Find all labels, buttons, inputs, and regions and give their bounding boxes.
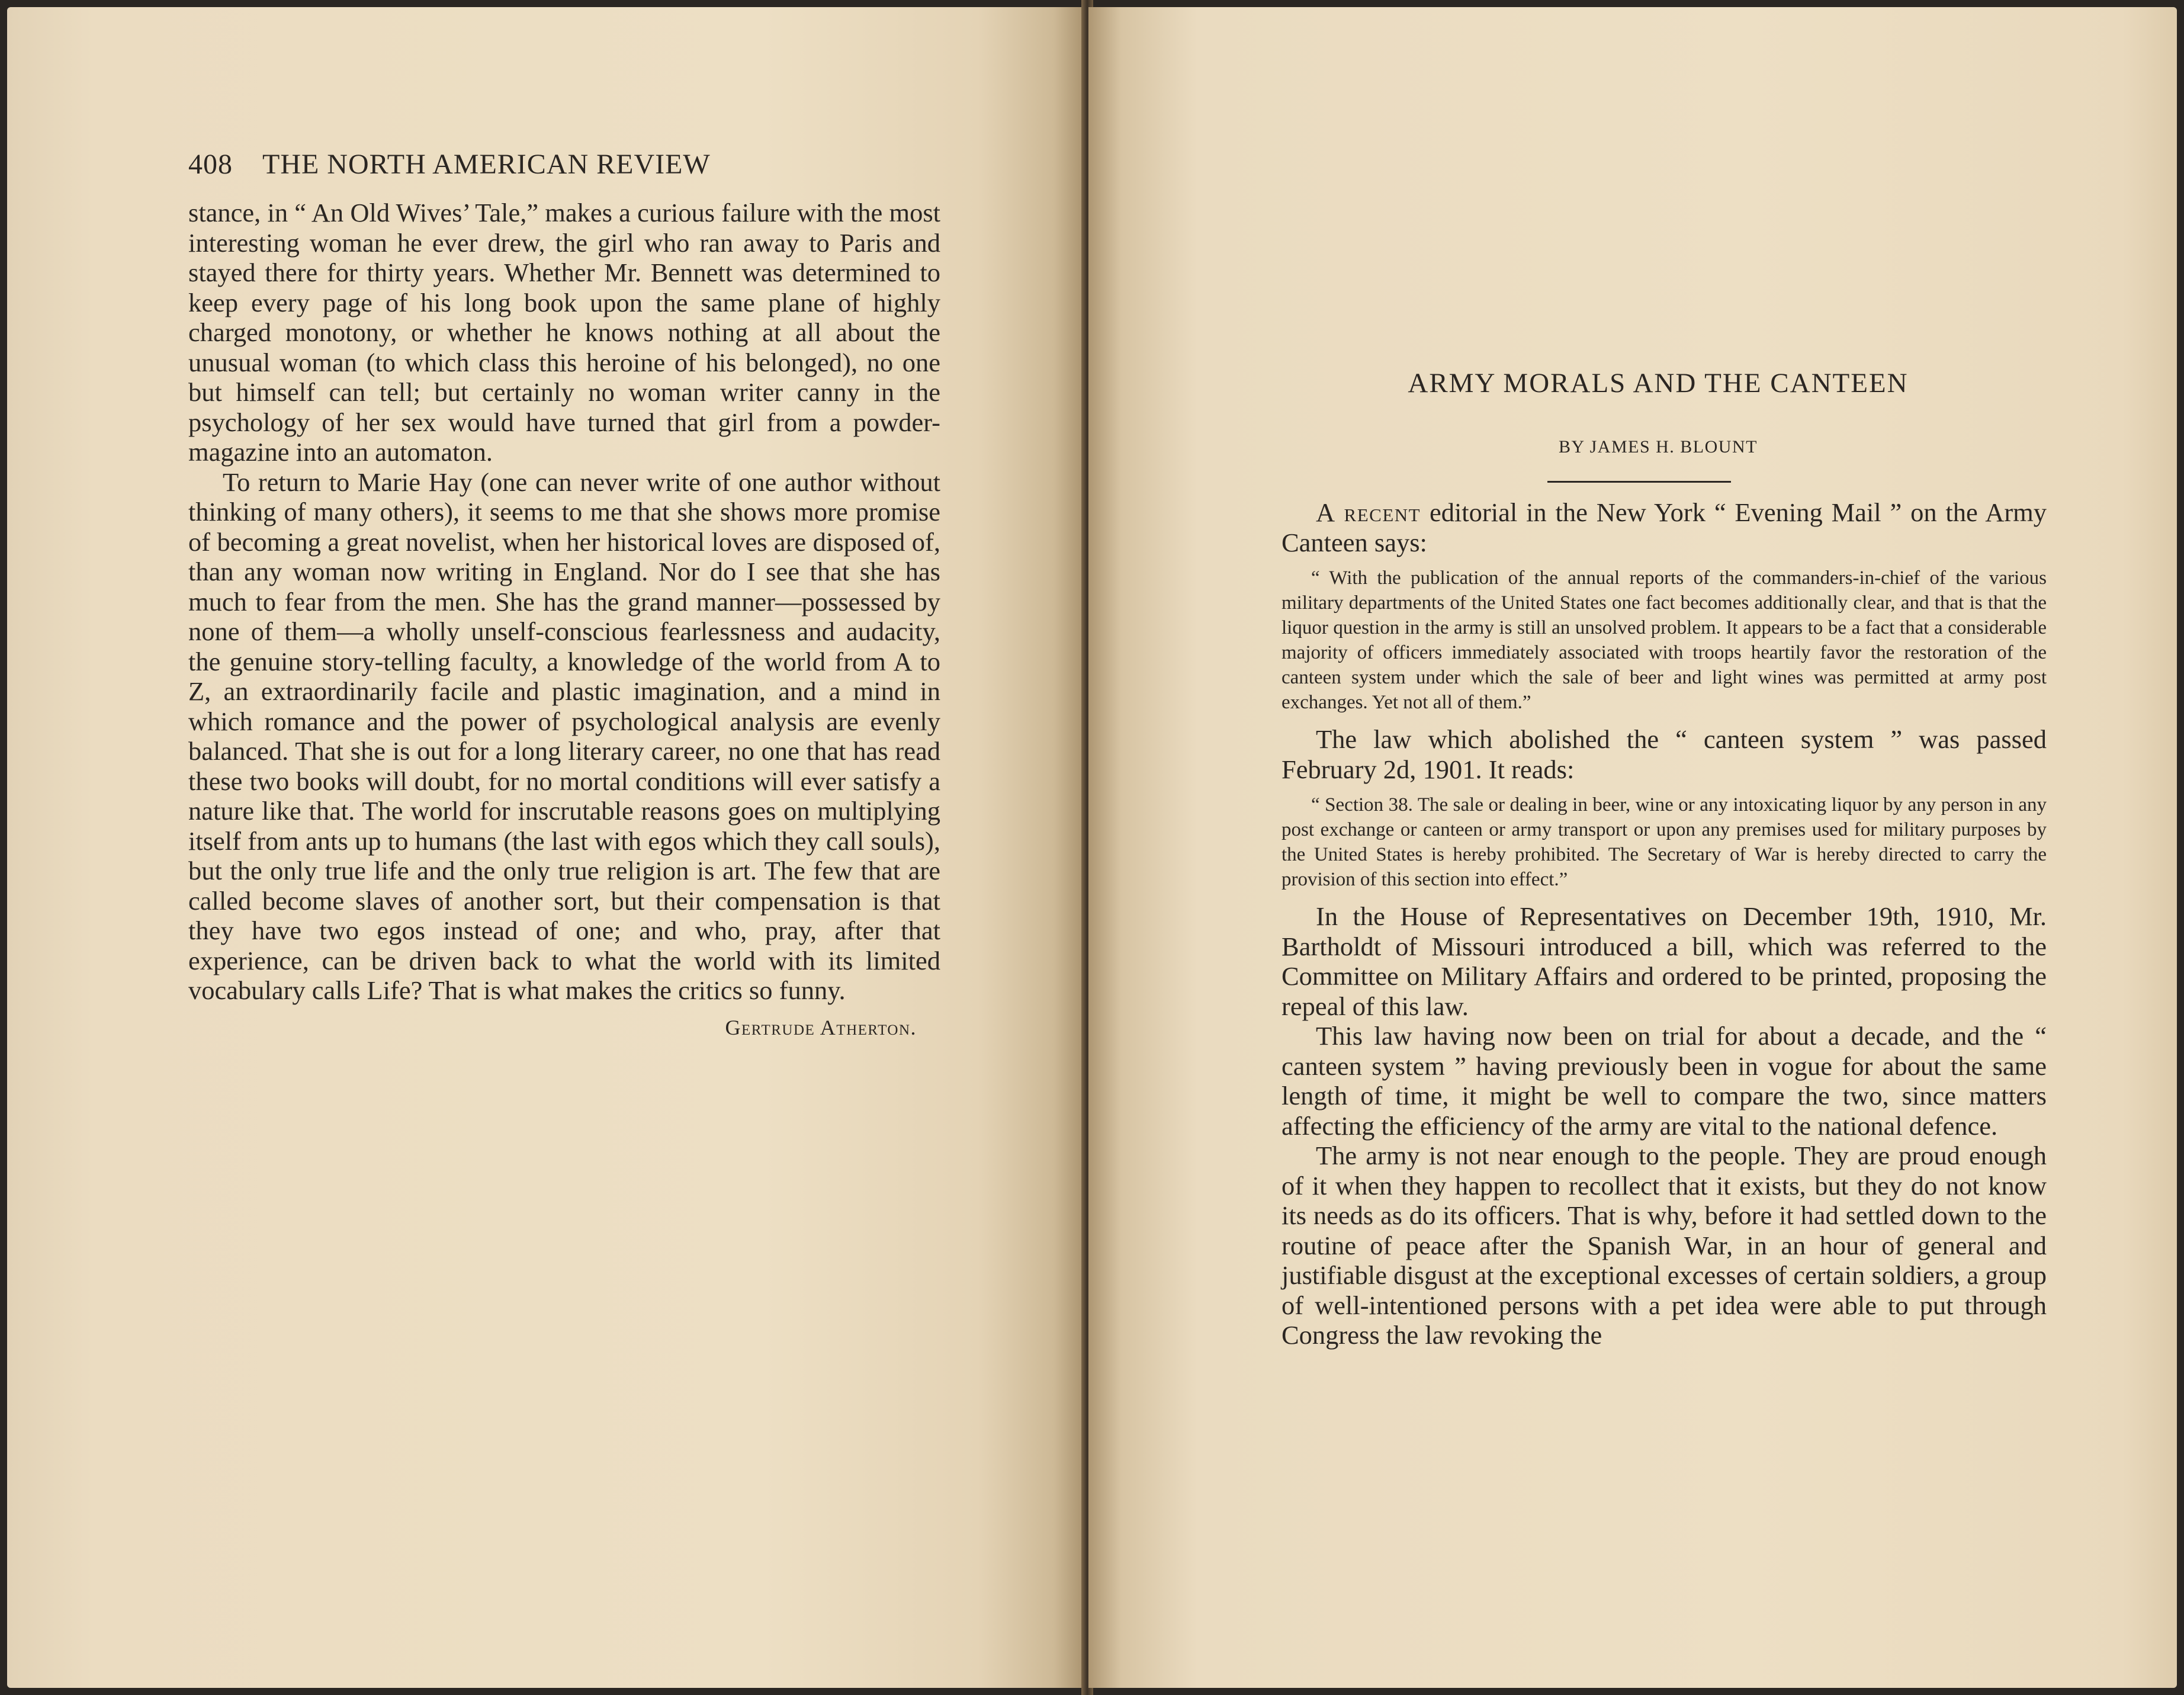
title-rule — [1547, 481, 1731, 483]
left-body-text — [188, 198, 940, 1040]
paragraph: stance, in “ An Old Wives’ Tale,” makes a curious failure with the most interesting woman he ever drew, the girl who ran away to Paris and stayed there for thirty years. Whether Mr. Bennett was determined to keep every page of his long book upon the same plane of highly charged monotony, or whether he knows nothing at all about the unusual woman (to which class this heroine of his belonged), no one but himself can tell; but certainly no woman writer canny in the psychology of her sex would have turned that girl from a powder-magazine into an automaton. — [188, 198, 940, 467]
journal-title: THE NORTH AMERICAN REVIEW — [262, 149, 711, 180]
page-number: 408 — [188, 149, 233, 180]
author-signature: Gertrude Atherton. — [725, 1015, 917, 1039]
paragraph: In the House of Representatives on December 19th, 1910, Mr. Bartholdt of Missouri introduced a bill, which was referred to the Committee on Military Affairs and ordered to be printed, proposing the repeal of this law. — [1282, 901, 2047, 1021]
left-page — [7, 7, 1086, 1688]
right-body-text — [1282, 497, 2047, 1350]
intro-rest: editorial in the New York “ Evening Mail ” on the Army Canteen says: — [1282, 497, 2047, 557]
law-quote: “ Section 38. The sale or dealing in beer, wine or any intoxicating liquor by any person in any post exchange or canteen or army transport or upon any premises used for military purposes by the United States is hereby prohibited. The Secretary of War is hereby directed to carry the provision of this section into effect.” — [1282, 794, 2047, 890]
paragraph: To return to Marie Hay (one can never write of one author without thinking of many others), it seems to me that she shows more promise of becoming a great novelist, when her historical loves are disposed of, than any woman now writing in England. Nor do I see that she has much to fear from the men. She has the grand manner—possessed by none of them—a wholly unself-conscious fearlessness and audacity, the genuine story-telling faculty, a knowledge of the world from A to Z, an extraordinarily facile and plastic imagination, and a mind in which romance and the power of psychological analysis are evenly balanced. That she is out for a long literary career, no one that has read these two books will doubt, for no mortal conditions will ever satisfy a nature like that. The world for inscrutable reasons goes on multiplying itself from ants up to humans (the last with egos which they call souls), but the only true life and the only true religion is art. The few that are called become slaves of another sort, but their compensation is that they have two egos instead of one; and who, pray, after that experience, can be driven back to what the world with its limited vocabulary calls Life? That is what makes the critics so funny. — [188, 467, 940, 1005]
paragraph: The army is not near enough to the people. They are proud enough of it when they happen to recollect that it exists, but they do not know its needs as do its officers. That is why, before it had settled down to the routine of peace after the Spanish War, in an hour of general and justifiable disgust at the exceptional excesses of certain soldiers, a group of well-intentioned persons with a pet idea were able to put through Congress the law revoking the — [1282, 1141, 2047, 1350]
article-byline: BY JAMES H. BLOUNT — [1559, 437, 1758, 457]
editorial-quote: “ With the publication of the annual reports of the commanders-in-chief of the various military departments of the United States one fact becomes additionally clear, and that is that the liquor question in the army is still an unsolved problem. It appears to be a fact that a considerable majority of officers immediately associated with troops heartily favor the restoration of the canteen system under which the sale of beer and light wines was permitted at army post exchanges. Yet not all of them.” — [1282, 567, 2047, 713]
intro-paragraph — [1282, 497, 2047, 557]
running-head — [188, 148, 946, 181]
paragraph: The law which abolished the “ canteen system ” was passed February 2d, 1901. It reads: — [1282, 724, 2047, 784]
paragraph: This law having now been on trial for about a decade, and the “ canteen system ” having previously been in vogue for about the same length of time, it might be well to compare the two, since matters affecting the efficiency of the army are vital to the national defence. — [1282, 1021, 2047, 1141]
intro-lead: A recent — [1316, 497, 1421, 527]
article-title: ARMY MORALS AND THE CANTEEN — [1408, 368, 1909, 399]
